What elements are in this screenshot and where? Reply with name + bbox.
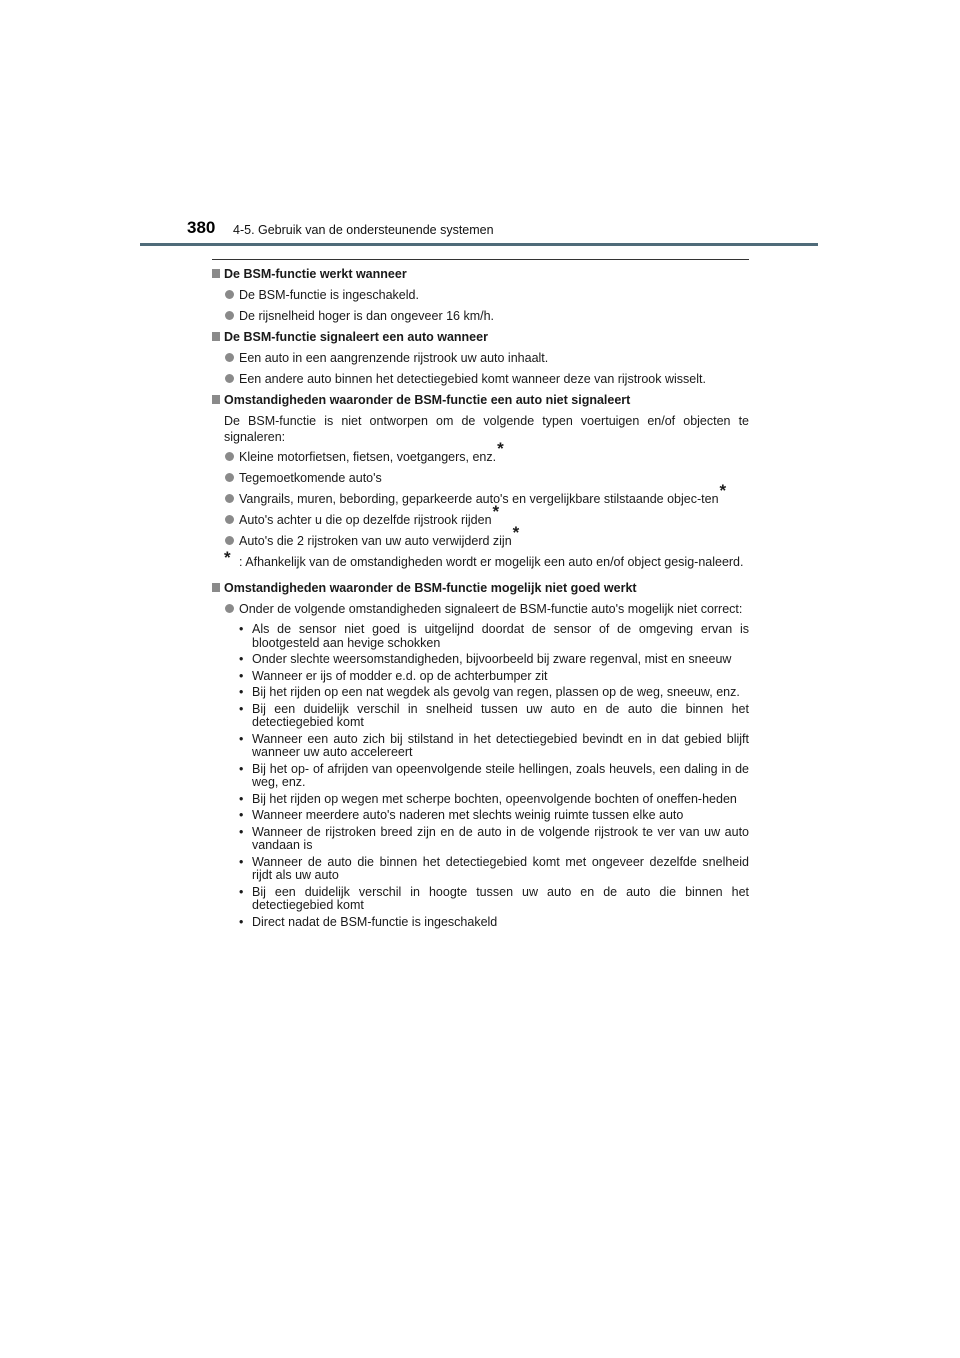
square-bullet-icon xyxy=(212,395,220,404)
condition-item: • Onder slechte weersomstandigheden, bijvoorbeeld bij zware regenval, mist en sneeuw xyxy=(239,652,732,666)
condition-list xyxy=(212,623,749,929)
footnote-marker: * xyxy=(719,481,727,500)
list-item: Tegemoetkomende auto's xyxy=(212,470,749,486)
section-intro: De BSM-functie is niet ontworpen om de volgende typen voertuigen en/of objecten te signaleren: xyxy=(224,414,749,444)
list-item: Auto's achter u die op dezelfde rijstrook rijden* xyxy=(212,512,749,528)
list-item: De rijsnelheid hoger is dan ongeveer 16 km/h. xyxy=(212,308,749,324)
round-bullet-icon xyxy=(225,473,234,482)
condition-item: • Wanneer een auto zich bij stilstand in het detectiegebied bevindt en in dat gebied blijft wanneer uw auto accelereert xyxy=(239,731,749,759)
footnote-marker: * xyxy=(512,523,520,542)
list-item: Kleine motorfietsen, fietsen, voetgangers, enz.* xyxy=(212,449,749,465)
list-item: De BSM-functie is ingeschakeld. xyxy=(212,287,749,303)
square-bullet-icon xyxy=(212,269,220,278)
condition-item: • Bij het rijden op wegen met scherpe bochten, opeenvolgende bochten of oneffen-heden xyxy=(239,791,737,806)
section-heading: De BSM-functie signaleert een auto wanneer xyxy=(212,329,749,345)
section-title: 4-5. Gebruik van de ondersteunende systemen xyxy=(233,223,494,237)
round-bullet-icon xyxy=(225,515,234,524)
list-item: Vangrails, muren, bebording, geparkeerde auto's en vergelijkbare stilstaande objec-ten* xyxy=(212,491,749,507)
round-bullet-icon xyxy=(225,311,234,320)
round-bullet-icon xyxy=(225,353,234,362)
footnote-marker: * xyxy=(492,502,500,521)
condition-item: • Wanneer de rijstroken breed zijn en de auto in de volgende rijstrook te ver van uw auto vandaan is xyxy=(239,824,749,852)
footnote: * : Afhankelijk van de omstandigheden wordt er mogelijk een auto en/of object gesig-naleerd. xyxy=(224,548,744,569)
condition-item: • Bij een duidelijk verschil in hoogte tussen uw auto en de auto die binnen het detectiegebied komt xyxy=(239,884,749,912)
condition-item: • Als de sensor niet goed is uitgelijnd doordat de sensor of de omgeving ervan is blootgesteld aan hevige schokken xyxy=(239,622,749,650)
condition-item: • Wanneer er ijs of modder e.d. op de achterbumper zit xyxy=(239,668,548,683)
content-divider xyxy=(212,259,749,260)
condition-item: • Bij een duidelijk verschil in snelheid tussen uw auto en de auto die binnen het detectiegebied komt xyxy=(239,701,749,729)
condition-item: • Bij het rijden op een nat wegdek als gevolg van regen, plassen op de weg, sneeuw, enz. xyxy=(239,685,740,699)
condition-item: • Direct nadat de BSM-functie is ingeschakeld xyxy=(239,914,498,929)
list-item: Auto's die 2 rijstroken van uw auto verwijderd zijn* xyxy=(212,533,749,549)
section-heading: De BSM-functie werkt wanneer xyxy=(212,266,749,282)
footnote-star: * xyxy=(224,548,231,567)
square-bullet-icon xyxy=(212,332,220,341)
list-item: Een auto in een aangrenzende rijstrook uw auto inhaalt. xyxy=(212,350,749,366)
page-number: 380 xyxy=(187,218,216,237)
condition-item: • Wanneer de auto die binnen het detectiegebied komt met ongeveer dezelfde snelheid rijdt als uw auto xyxy=(239,854,749,882)
header-rule xyxy=(140,243,818,246)
round-bullet-icon xyxy=(225,494,234,503)
section-heading: Omstandigheden waaronder de BSM-functie mogelijk niet goed werkt xyxy=(212,580,749,596)
list-item: Een andere auto binnen het detectiegebied komt wanneer deze van rijstrook wisselt. xyxy=(212,371,749,387)
round-bullet-icon xyxy=(225,604,234,613)
round-bullet-icon xyxy=(225,290,234,299)
condition-item: • Bij het op- of afrijden van opeenvolgende steile hellingen, zoals heuvels, een daling in de weg, enz. xyxy=(239,761,749,789)
round-bullet-icon xyxy=(225,536,234,545)
footnote-marker: * xyxy=(497,439,504,458)
section-heading: Omstandigheden waaronder de BSM-functie een auto niet signaleert xyxy=(212,392,749,408)
round-bullet-icon xyxy=(225,374,234,383)
page-content xyxy=(212,266,749,932)
square-bullet-icon xyxy=(212,583,220,592)
list-item: Onder de volgende omstandigheden signaleert de BSM-functie auto's mogelijk niet correct: xyxy=(212,601,749,617)
condition-item: • Wanneer meerdere auto's naderen met slechts weinig ruimte tussen elke auto xyxy=(239,808,684,822)
round-bullet-icon xyxy=(225,452,234,461)
